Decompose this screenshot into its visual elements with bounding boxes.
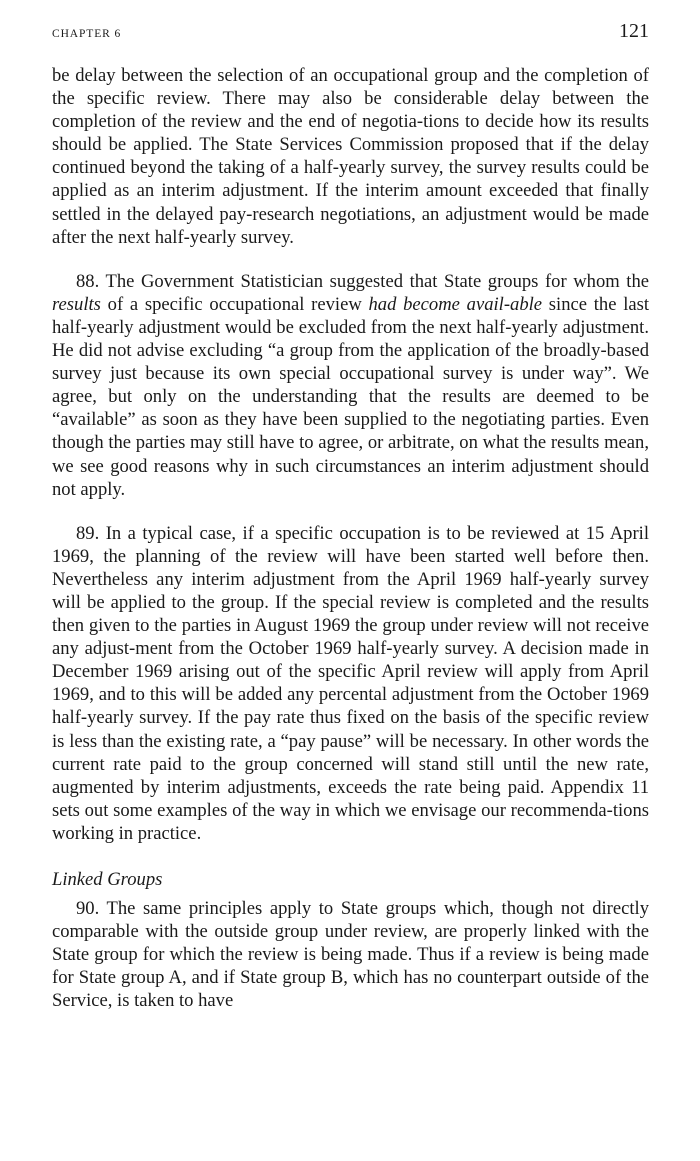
paragraph-88-part-a: 88. The Government Statistician suggested that State groups for whom the bbox=[76, 270, 649, 292]
document-page bbox=[52, 20, 649, 1013]
paragraph-88-part-b: of a specific occupational review bbox=[100, 293, 369, 315]
paragraph-88-part-c: since the last half-yearly adjustment would be excluded from the next half-yearly adjustment. He did not advise excluding “a group from the application of the broadly-based survey just because its own special occupational survey is under way”. We agree, but only on the understanding that the results are deemed to be “available” as soon as they have been supplied to the negotiating parties. Even though the parties may still have to agree, or arbitrate, on what the results mean, we see good reasons why in such circumstances an interim adjustment should not apply. bbox=[52, 293, 650, 500]
running-head bbox=[52, 20, 649, 50]
chapter-label: CHAPTER 6 bbox=[52, 28, 122, 40]
paragraph-89: 89. In a typical case, if a specific occupation is to be reviewed at 15 April 1969, the planning of the review will have been started well before then. Nevertheless any interim adjustment from the April 1969 half-yearly survey will be applied to the group. If the special review is completed and the results then given to the parties in August 1969 the group under review will not receive any adjust-ment from the October 1969 half-yearly survey. A decision made in December 1969 arising out of the specific April review will apply from April 1969, and to this will be added any percental adjustment from the October 1969 half-yearly survey. If the pay rate thus fixed on the basis of the specific review is less than the existing rate, a “pay pause” will be necessary. In other words the current rate paid to the group concerned will stand still until the new rate, augmented by interim adjustments, exceeds the rate being paid. Appendix 11 sets out some examples of the way in which we envisage our recommenda-tions working in practice. bbox=[52, 522, 649, 844]
paragraph-90: 90. The same principles apply to State groups which, though not directly comparable with the outside group under review, are properly linked with the State group for which the review is being made. Thus if a review is being made for State group A, and if State group B, which has no counterpart outside of the Service, is taken to have bbox=[52, 898, 649, 1012]
section-heading-linked-groups: Linked Groups bbox=[52, 869, 163, 890]
paragraph-88 bbox=[52, 270, 649, 501]
body-text bbox=[52, 64, 649, 1013]
paragraph-continuation: be delay between the selection of an occupational group and the completion of the specific review. There may also be considerable delay between the completion of the review and the end of negotia-tions to decide how its results should be applied. The State Services Commission proposed that if the delay continued beyond the taking of a half-yearly survey, the survey results could be applied as an interim adjustment. If the interim amount exceeded that finally settled in the delayed pay-research negotiations, an adjustment would be made after the next half-yearly survey. bbox=[52, 65, 649, 248]
emphasis-had-become-available: had become avail-able bbox=[368, 293, 543, 315]
emphasis-results: results bbox=[52, 293, 101, 315]
page-number: 121 bbox=[619, 20, 649, 42]
